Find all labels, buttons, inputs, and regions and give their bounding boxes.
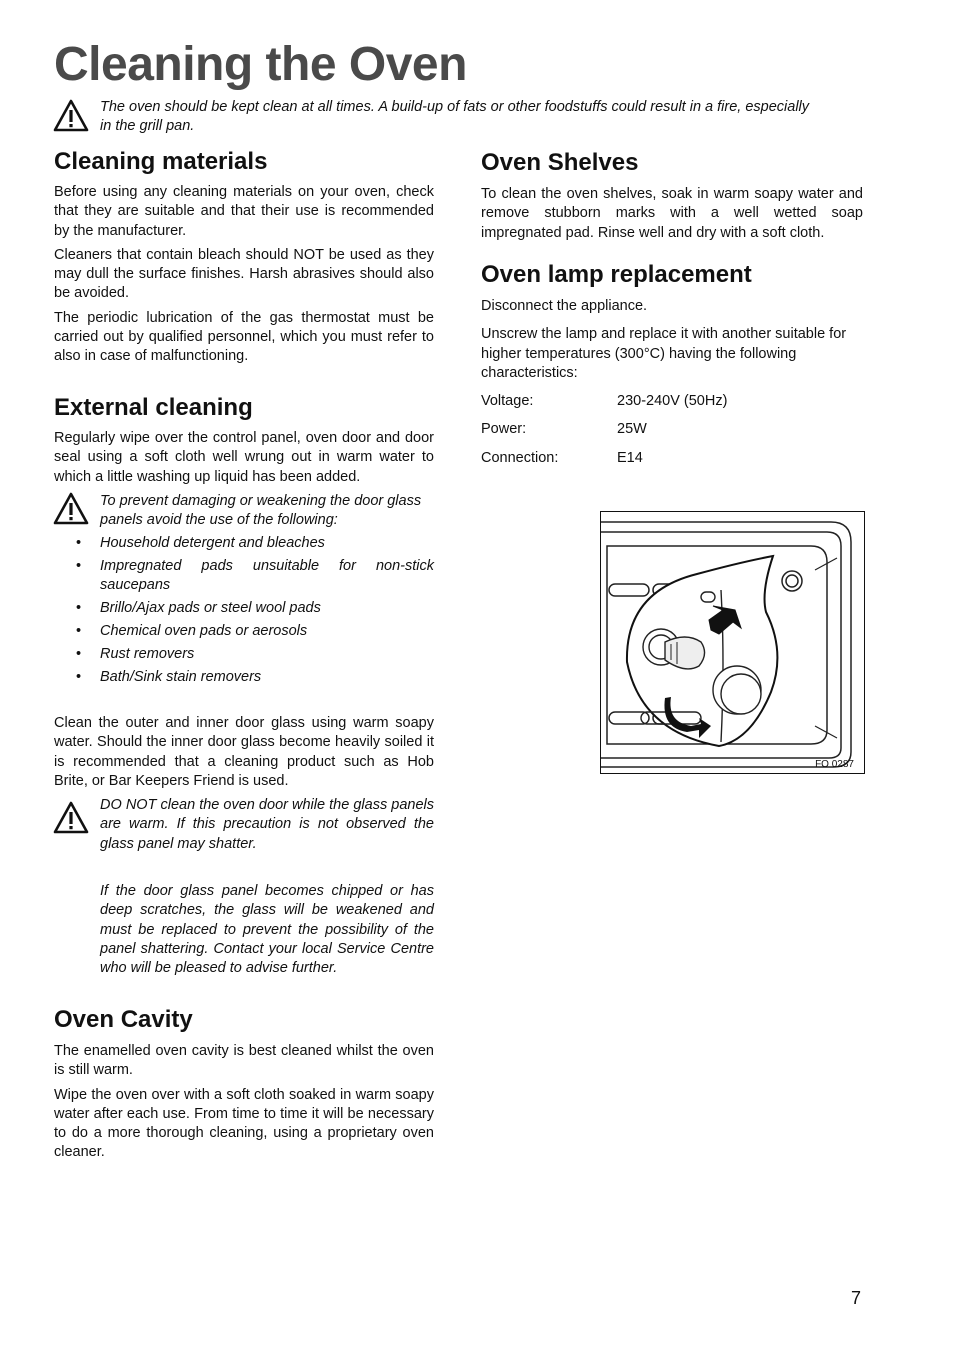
oven-shelves-body [481,185,863,248]
warning-icon [53,801,89,835]
paragraph: To clean the oven shelves, soak in warm soapy water and remove stubborn marks with a well wetted soap impregnated pad. Rinse well and dry with a soft cloth. [481,186,863,241]
lamp-figure [600,511,865,774]
spec-value: 230-240V (50Hz) [617,393,728,409]
paragraph: The periodic lubrication of the gas thermostat must be carried out by qualified personnel, which you must refer to also in case of malfunctioning. [54,309,434,365]
list-item: • Brillo/Ajax pads or steel wool pads [76,600,321,616]
page-number: 7 [851,1288,862,1308]
list-item: • Impregnated pads unsuitable for non-stick saucepans [76,558,434,593]
paragraph: Wipe the oven over with a soft cloth soaked in warm soapy water after each use. From time to time it will be necessary to do a more thorough cleaning, using a proprietary oven cleaner. [54,1086,434,1161]
spec-label: Connection: [481,450,559,466]
paragraph: Disconnect the appliance. [481,298,648,314]
spec-value: 25W [617,421,647,437]
paragraph: Clean the outer and inner door glass using warm soapy water. Should the inner door glass become heavily soiled it is recommended that a cleaning product such as Hob Brite, or Bar Keepers Friend is used. [54,715,434,789]
paragraph: The enamelled oven cavity is best cleaned whilst the oven is still warm. [54,1043,434,1079]
warm-glass-warning-text: DO NOT clean the oven door while the glass panels are warm. If this precaution is not observed the glass panel may shatter. [100,797,434,852]
glass-warning-text: To prevent damaging or weakening the door glass panels avoid the use of the following: [100,493,422,529]
page-title: Cleaning the Oven [54,38,467,91]
lamp-replacement-heading: Oven lamp replacement [481,261,752,288]
oven-shelves-heading: Oven Shelves [481,149,639,176]
paragraph: Regularly wipe over the control panel, oven door and door seal using a soft cloth well wrung out in warm water to which a little washing up liquid has been added. [54,430,434,485]
oven-lamp-illustration-icon [601,512,864,773]
paragraph: Unscrew the lamp and replace it with another suitable for higher temperatures (300°C) having the following characteristics: [481,326,847,381]
warning-icon [53,492,89,526]
list-item: • Rust removers [76,646,195,662]
lamp-replacement-body [481,297,863,388]
paragraph: Before using any cleaning materials on your oven, check that they are suitable and that their use is recommended by the manufacturer. [54,184,434,239]
spec-value: E14 [617,450,643,466]
list-item: • Chemical oven pads or aerosols [76,623,308,639]
list-item: • Bath/Sink stain removers [76,669,262,685]
figure-caption: FO 0287 [815,759,854,770]
external-cleaning-heading: External cleaning [54,394,253,421]
spec-label: Power: [481,421,527,437]
oven-cavity-body [54,1042,434,1168]
cleaning-materials-body [54,183,434,372]
paragraph: Cleaners that contain bleach should NOT be used as they may dull the surface finishes. Harsh abrasives should also be avoided. [54,246,434,302]
door-glass-body [54,714,434,796]
chipped-glass-note: If the door glass panel becomes chipped or has deep scratches, the glass will be weakened and must be replaced to prevent the possibility of the panel shattering. Contact your local Service Centre who will be pleased to advise further. [100,883,434,977]
list-item: • Household detergent and bleaches [76,535,325,551]
cleaning-materials-heading: Cleaning materials [54,148,268,175]
warning-icon [53,99,89,133]
oven-cavity-heading: Oven Cavity [54,1006,193,1033]
intro-warning-text: The oven should be kept clean at all times. A build-up of fats or other foodstuffs could result in a fire, especially in the grill pan. [100,99,810,135]
external-cleaning-body [54,429,434,492]
avoid-list [54,534,434,691]
spec-label: Voltage: [481,393,534,409]
